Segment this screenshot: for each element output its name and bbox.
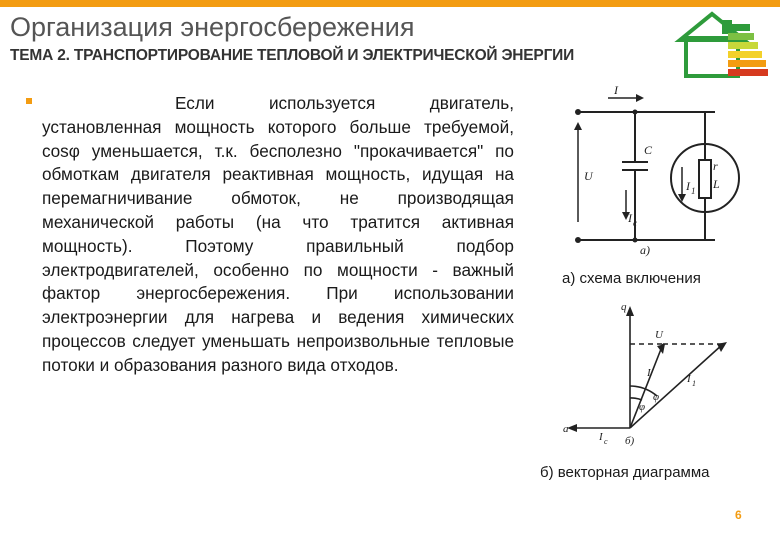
- vector-label-i1-sub: 1: [692, 379, 696, 388]
- circuit-diagram: [560, 82, 760, 262]
- vector-label-u: U: [655, 329, 663, 341]
- vector-label-i1: I: [687, 373, 691, 385]
- vector-caption: б) векторная диаграмма: [540, 464, 710, 481]
- label-cap-current: I: [628, 211, 632, 225]
- label-motor-l: L: [713, 177, 720, 191]
- body-paragraph: [42, 92, 514, 378]
- label-voltage: U: [584, 169, 593, 183]
- label-cap-sub: c: [633, 218, 637, 228]
- label-motor-current: I: [686, 179, 690, 193]
- label-current: I: [614, 83, 618, 97]
- vector-label-ic-sub: c: [604, 437, 608, 446]
- vector-label-fig: б): [625, 435, 635, 447]
- label-fig-a: а): [640, 243, 650, 257]
- circuit-caption: а) схема включения: [562, 270, 701, 287]
- bullet-icon: [26, 98, 32, 104]
- vector-label-ic: I: [599, 431, 603, 443]
- paragraph-text: Если используется двигатель, установленная мощность которого больше требуемой, cosφ уменьшается, т.к. бесполезно "прокачивается" по обмоткам двигателя реактивная мощность, идущая на перемагничивание обмоток, не производящая механической работы (на что тратится активная мощность). Поэтому правильный подбор электродвигателей, особенно по мощности - важный фактор энергосбережения. При использовании электроэнергии для нагрева и ведения химических процессов следует уменьшать непроизвольные тепловые потоки и образования разного вида отходов.: [42, 93, 514, 375]
- vector-label-a: а: [563, 423, 569, 435]
- vector-label-top: q: [621, 301, 627, 313]
- label-motor-r: r: [713, 159, 718, 173]
- top-accent-stripe: [0, 0, 780, 7]
- vector-diagram: [555, 298, 755, 458]
- page-number: 6: [735, 508, 742, 522]
- energy-house-logo-icon: [670, 8, 770, 78]
- vector-label-phi: φ: [639, 401, 646, 413]
- slide-subtitle: ТЕМА 2. ТРАНСПОРТИРОВАНИЕ ТЕПЛОВОЙ И ЭЛЕКТРИЧЕСКОЙ ЭНЕРГИИ: [10, 47, 575, 64]
- vector-label-phi1: φ: [653, 391, 660, 403]
- label-cap: C: [644, 143, 653, 157]
- label-motor-sub: 1: [691, 186, 696, 196]
- vector-label-i: I: [647, 367, 651, 379]
- slide-title: Организация энергосбережения: [10, 12, 415, 42]
